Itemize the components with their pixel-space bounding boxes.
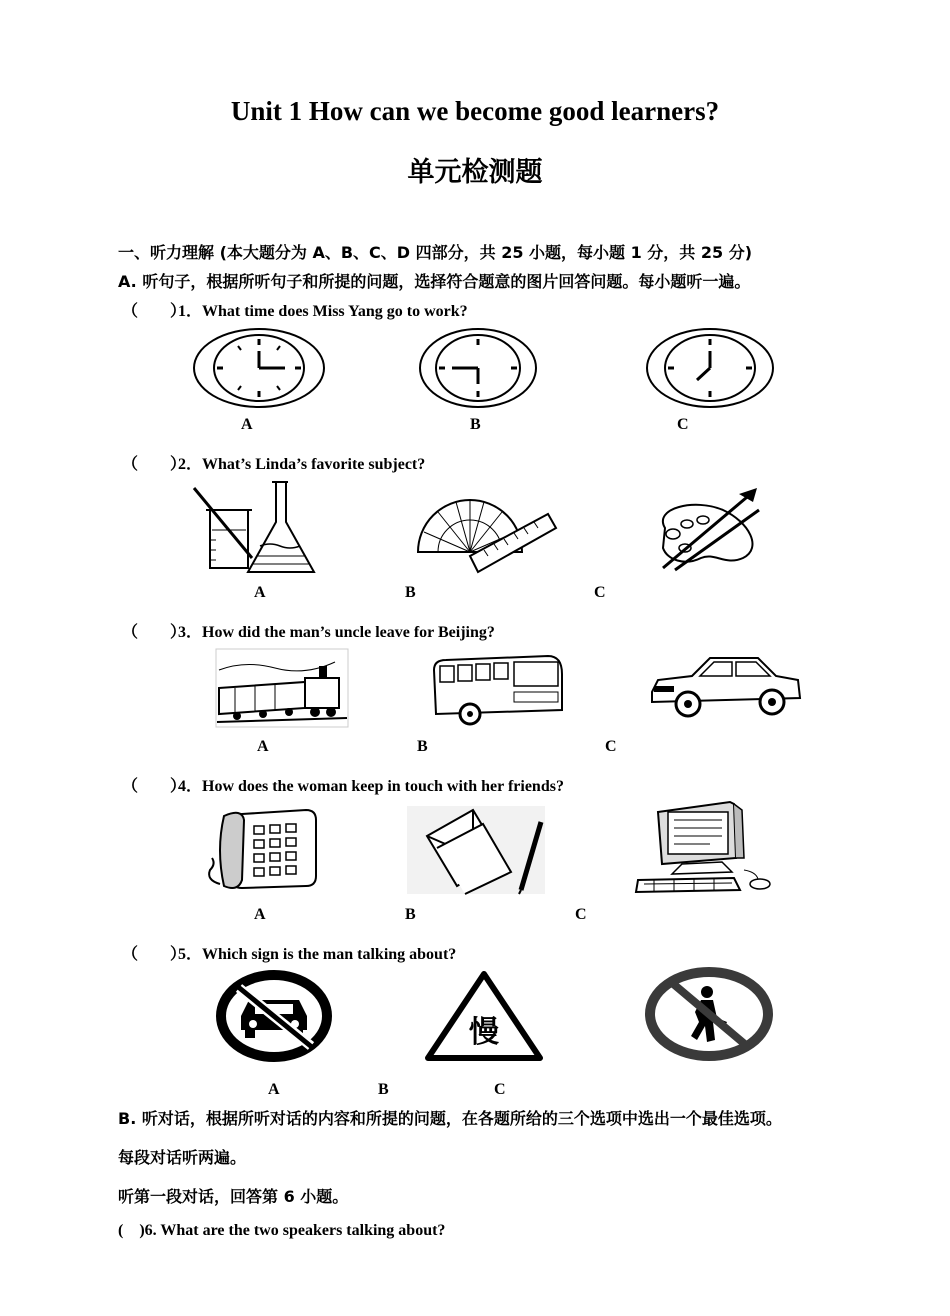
option-c-label: C bbox=[677, 416, 689, 433]
option-c-label: C bbox=[575, 906, 587, 923]
page-title: Unit 1 How can we become good learners? bbox=[230, 96, 720, 126]
question-5 bbox=[122, 941, 456, 964]
question-6 bbox=[118, 1217, 445, 1240]
section-heading: 一、听力理解 (本大题分为 A、B、C、D 四部分，共 25 小题，每小题 1 分，共 25 分) bbox=[118, 243, 753, 262]
question-text: 3．How did the man’s uncle leave for Beijing? bbox=[178, 624, 495, 641]
option-b-label: B bbox=[470, 416, 481, 433]
answer-blank[interactable]: （ ） bbox=[122, 778, 187, 795]
question-1 bbox=[122, 298, 468, 321]
part-a-instruction: A. 听句子，根据所听句子和所提的问题，选择符合题意的图片回答问题。每小题听一遍。 bbox=[118, 272, 751, 291]
page-subtitle: 单元检测题 bbox=[407, 157, 543, 188]
question-text: 2．What’s Linda’s favorite subject? bbox=[178, 456, 426, 473]
option-b-label: B bbox=[378, 1081, 389, 1098]
part-b-instruction: B. 听对话，根据所听对话的内容和所提的问题，在各题所给的三个选项中选出一个最佳选项。 bbox=[118, 1109, 782, 1128]
beaker-flask-icon[interactable] bbox=[190, 480, 318, 575]
protractor-ruler-icon[interactable] bbox=[412, 484, 560, 576]
option-b-label: B bbox=[405, 906, 416, 923]
answer-blank[interactable]: ( ) bbox=[118, 1222, 145, 1239]
answer-blank[interactable]: （ ） bbox=[122, 624, 187, 641]
clock-icon[interactable] bbox=[192, 328, 327, 408]
question-text: 5．Which sign is the man talking about? bbox=[178, 946, 457, 963]
dialog-1-instruction: 听第一段对话，回答第 6 小题。 bbox=[118, 1187, 349, 1206]
telephone-icon[interactable] bbox=[202, 806, 320, 894]
part-b-instruction-cont: 每段对话听两遍。 bbox=[118, 1148, 247, 1167]
question-3 bbox=[122, 619, 495, 642]
slow-sign-icon[interactable] bbox=[424, 970, 544, 1062]
option-c-label: C bbox=[594, 584, 606, 601]
question-text: 6. What are the two speakers talking about? bbox=[144, 1222, 446, 1239]
train-icon[interactable] bbox=[215, 648, 349, 728]
option-b-label: B bbox=[405, 584, 416, 601]
paint-palette-icon[interactable] bbox=[645, 488, 765, 576]
no-cars-sign-icon[interactable] bbox=[215, 970, 333, 1062]
answer-blank[interactable]: （ ） bbox=[122, 456, 187, 473]
option-a-label: A bbox=[268, 1081, 280, 1098]
clock-icon[interactable] bbox=[645, 328, 775, 408]
car-icon[interactable] bbox=[648, 654, 802, 726]
option-a-label: A bbox=[254, 584, 266, 601]
option-a-label: A bbox=[241, 416, 253, 433]
option-b-label: B bbox=[417, 738, 428, 755]
answer-blank[interactable]: （ ） bbox=[122, 946, 187, 963]
question-4 bbox=[122, 773, 564, 796]
question-text: 1．What time does Miss Yang go to work? bbox=[178, 303, 468, 320]
option-c-label: C bbox=[605, 738, 617, 755]
no-pedestrians-sign-icon[interactable] bbox=[643, 966, 775, 1062]
letter-pen-icon[interactable] bbox=[407, 806, 545, 894]
option-c-label: C bbox=[494, 1081, 506, 1098]
option-a-label: A bbox=[257, 738, 269, 755]
bus-icon[interactable] bbox=[430, 652, 566, 728]
slow-sign-text: 慢 bbox=[469, 1015, 499, 1050]
clock-icon[interactable] bbox=[418, 328, 538, 408]
answer-blank[interactable]: （ ） bbox=[122, 303, 187, 320]
option-a-label: A bbox=[254, 906, 266, 923]
computer-icon[interactable] bbox=[634, 800, 774, 894]
question-text: 4．How does the woman keep in touch with her friends? bbox=[178, 778, 564, 795]
question-2 bbox=[122, 451, 425, 474]
